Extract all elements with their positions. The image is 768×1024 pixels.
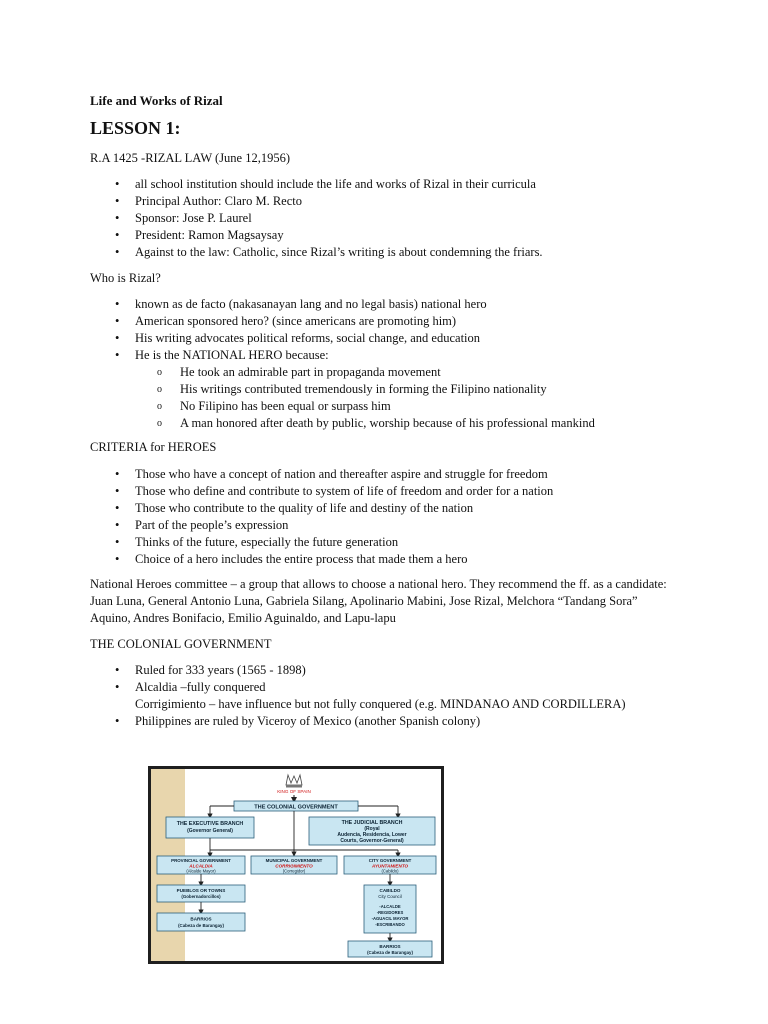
who-list [90, 296, 487, 364]
list-item-text: Thinks of the future, especially the future generation [135, 535, 399, 549]
colonial-continuation: Corrigimiento – have influence but not fully conquered (e.g. MINDANAO AND CORDILLERA) [135, 697, 626, 711]
list-item-text: President: Ramon Magsaysay [135, 228, 284, 242]
jud-label-1: THE JUDICIAL BRANCH [341, 820, 403, 826]
lesson-heading: LESSON 1: [90, 118, 181, 138]
list-item-text: known as de facto (nakasanayan lang and no legal basis) national hero [135, 297, 487, 311]
list-item [90, 483, 553, 500]
list-item-text: all school institution should include the life and works of Rizal in their curricula [135, 177, 536, 191]
list-item-text: Sponsor: Jose P. Laurel [135, 211, 252, 225]
colonial-label: THE COLONIAL GOVERNMENT [254, 804, 338, 811]
city-label-3: (Cabildo) [381, 868, 399, 874]
list-item-text: He took an admirable part in propaganda movement [180, 365, 441, 379]
committee-paragraph [90, 576, 710, 627]
colonial-last-list [90, 713, 480, 730]
list-item-text: Those who contribute to the quality of life and destiny of the nation [135, 501, 474, 515]
bullet: • [115, 194, 120, 208]
city-label-1: CITY GOVERNMENT [368, 858, 412, 863]
bullet: • [115, 297, 120, 311]
cabildo-label-6: -ESCRIBANDO [375, 922, 405, 927]
exec-label-2: (Governor General) [187, 828, 233, 834]
list-item [90, 500, 553, 517]
list-item-text: Part of the people’s expression [135, 518, 289, 532]
barrios-label-1: BARRIOS [190, 916, 212, 922]
colonial-heading: THE COLONIAL GOVERNMENT [90, 637, 272, 651]
list-item [90, 551, 553, 568]
ra-heading: R.A 1425 -RIZAL LAW (June 12,1956) [90, 151, 291, 165]
cabildo-label-2: City Council [378, 894, 402, 899]
list-item [90, 193, 543, 210]
colonial-list [90, 662, 306, 696]
bullet: • [115, 501, 120, 515]
list-item [90, 296, 487, 313]
cabildo-label-4: -REGIDORES [376, 910, 404, 915]
mun-label-1: MUNICIPAL GOVERNMENT [265, 858, 323, 863]
bullet: • [115, 228, 120, 242]
bullet: • [115, 680, 120, 694]
document-title: Life and Works of Rizal [90, 93, 223, 108]
sub-list-item [90, 415, 595, 432]
bullet: • [115, 348, 120, 362]
list-item-text: Those who define and contribute to system of life of freedom and order for a nation [135, 484, 554, 498]
bullet: • [115, 663, 120, 677]
sub-bullet: o [157, 367, 162, 378]
criteria-list [90, 466, 553, 568]
bullet: • [115, 211, 120, 225]
bullet: • [115, 535, 120, 549]
list-item-text: Those who have a concept of nation and thereafter aspire and struggle for freedom [135, 467, 548, 481]
bullet: • [115, 314, 120, 328]
city-label-2: AYUNTAMIENTO [371, 863, 409, 869]
cabildo-label-3: -ALCALDE [379, 904, 401, 909]
jud-label-2: (Royal [364, 826, 380, 832]
list-item [90, 330, 487, 347]
committee-line: National Heroes committee – a group that allows to choose a national hero. They recommend the ff. as a candidate: [90, 577, 667, 591]
colonial-government-diagram [148, 766, 444, 964]
list-item [90, 244, 543, 261]
ra-list [90, 176, 543, 261]
jud-label-3: Audencia, Residencia, Lower [337, 832, 407, 838]
diagram-svg [148, 766, 444, 964]
list-item-text: Against to the law: Catholic, since Rizal’s writing is about condemning the friars. [135, 245, 543, 259]
bullet: • [115, 518, 120, 532]
list-item [90, 347, 487, 364]
bullet: • [115, 714, 120, 728]
list-item [90, 679, 306, 696]
list-item-text: American sponsored hero? (since americans are promoting him) [135, 314, 457, 328]
crown-icon [286, 775, 302, 788]
mun-label-2: CORRIGIMIENTO [275, 863, 313, 869]
list-item-text: His writing advocates political reforms, social change, and education [135, 331, 481, 345]
committee-line: Aquino, Andres Bonifacio, Emilio Aguinaldo, and Lapu-lapu [90, 611, 396, 625]
list-item-text: Principal Author: Claro M. Recto [135, 194, 302, 208]
prov-label-3: (Alcalde Mayor) [186, 868, 216, 874]
jud-label-4: Courts, Governor-General) [340, 838, 404, 844]
list-item-text: No Filipino has been equal or surpass him [180, 399, 391, 413]
bullet: • [115, 331, 120, 345]
list-item-text: His writings contributed tremendously in forming the Filipino nationality [180, 382, 547, 396]
criteria-heading: CRITERIA for HEROES [90, 440, 217, 454]
list-item-text: Alcaldia –fully conquered [135, 680, 266, 694]
sub-list-item [90, 398, 595, 415]
sub-list-item [90, 364, 595, 381]
mun-label-3: (Corregidor) [282, 868, 306, 874]
list-item-text: Philippines are ruled by Viceroy of Mexico (another Spanish colony) [135, 714, 481, 728]
list-item-text: He is the NATIONAL HERO because: [135, 348, 329, 362]
sub-bullet: o [157, 401, 162, 412]
list-item [90, 227, 543, 244]
hero-reasons-list [90, 364, 595, 432]
prov-label-1: PROVINCIAL GOVERNMENT [171, 858, 231, 863]
barrios2-label-2: (Cabeza de Barangay) [367, 950, 413, 955]
who-heading: Who is Rizal? [90, 271, 161, 285]
bullet: • [115, 177, 120, 191]
list-item-text: A man honored after death by public, worship because of his professional mankind [180, 416, 595, 430]
list-item [90, 662, 306, 679]
bullet: • [115, 245, 120, 259]
cabildo-label-1: CABILDO [379, 888, 401, 893]
list-item [90, 313, 487, 330]
cabildo-label-5: -AGUACIL MAYOR [371, 916, 409, 921]
exec-label-1: THE EXECUTIVE BRANCH [176, 821, 244, 827]
list-item [90, 210, 543, 227]
sub-list-item [90, 381, 595, 398]
sub-bullet: o [157, 418, 162, 429]
bullet: • [115, 484, 120, 498]
prov-label-2: ALCALDIA [189, 863, 213, 869]
king-label: KING OF SPAIN [277, 789, 311, 794]
committee-line: Juan Luna, General Antonio Luna, Gabriela Silang, Apolinario Mabini, Jose Rizal, Melchora “Tandang Sora” [90, 594, 638, 608]
pueblos-label-1: PUEBLOS OR TOWNS [176, 888, 226, 893]
list-item-text: Ruled for 333 years (1565 - 1898) [135, 663, 306, 677]
pueblos-label-2: (Gobernadorcillos) [181, 894, 221, 899]
bullet: • [115, 467, 120, 481]
list-item [90, 713, 480, 730]
list-item-text: Choice of a hero includes the entire process that made them a hero [135, 552, 468, 566]
barrios2-label-1: BARRIOS [379, 944, 401, 949]
list-item [90, 176, 543, 193]
bullet: • [115, 552, 120, 566]
barrios-label-2: (Cabeza de Barangay) [178, 923, 224, 928]
sub-bullet: o [157, 384, 162, 395]
list-item [90, 517, 553, 534]
list-item [90, 534, 553, 551]
list-item [90, 466, 553, 483]
